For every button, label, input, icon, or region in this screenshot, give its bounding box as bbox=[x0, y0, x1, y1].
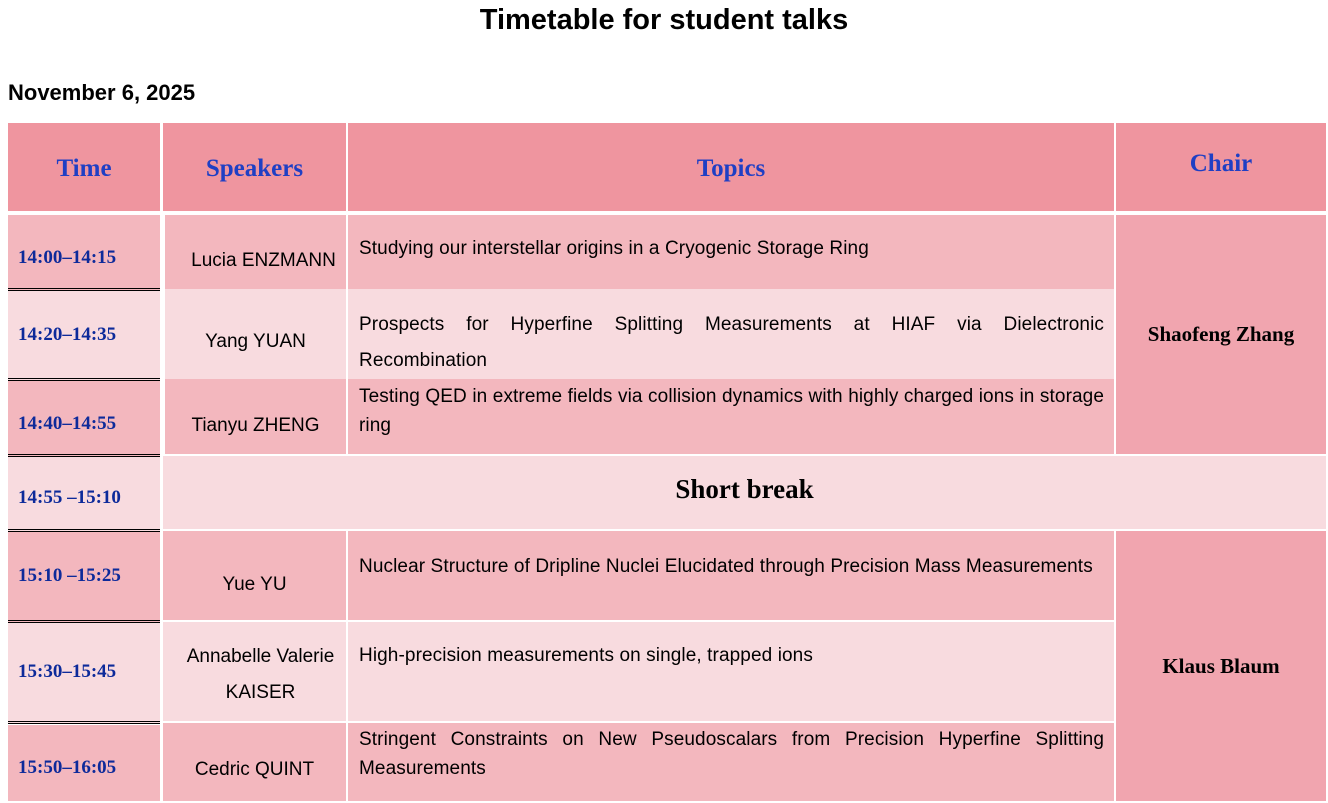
topic-cell: Studying our interstellar origins in a Cryogenic Storage Ring bbox=[348, 215, 1114, 289]
speaker-cell: Lucia ENZMANN bbox=[165, 215, 346, 289]
speaker-cell: Yue YU bbox=[163, 531, 346, 620]
session-date: November 6, 2025 bbox=[8, 80, 196, 105]
break-cell: Short break bbox=[163, 456, 1326, 529]
chair-cell: Klaus Blaum bbox=[1116, 531, 1326, 801]
page-title: Timetable for student talks bbox=[479, 4, 849, 36]
speaker-cell: Yang YUAN bbox=[165, 289, 346, 379]
time-cell: 15:30–15:45 bbox=[8, 623, 160, 724]
header-speakers: Speakers bbox=[163, 123, 346, 211]
header-time: Time bbox=[8, 123, 160, 211]
speaker-cell: Tianyu ZHENG bbox=[165, 379, 346, 454]
time-cell: 14:55 –15:10 bbox=[8, 457, 160, 532]
chair-cell: Shaofeng Zhang bbox=[1116, 215, 1326, 454]
topic-cell: Testing QED in extreme fields via collision dynamics with highly charged ions in storage ring bbox=[348, 379, 1114, 454]
time-cell: 15:10 –15:25 bbox=[8, 532, 160, 623]
time-cell: 14:20–14:35 bbox=[8, 291, 160, 381]
time-cell: 14:40–14:55 bbox=[8, 381, 160, 457]
speaker-cell: Annabelle Valerie KAISER bbox=[163, 622, 346, 721]
header-chair: Chair bbox=[1116, 123, 1326, 211]
time-cell: 14:00–14:15 bbox=[8, 215, 160, 291]
topic-cell: Nuclear Structure of Dripline Nuclei Elucidated through Precision Mass Measurements bbox=[348, 531, 1114, 620]
topic-cell: Stringent Constraints on New Pseudoscalars from Precision Hyperfine Splitting Measurements bbox=[348, 723, 1114, 801]
header-topics: Topics bbox=[348, 123, 1114, 211]
time-cell: 15:50–16:05 bbox=[8, 725, 160, 801]
topic-cell: Prospects for Hyperfine Splitting Measurements at HIAF via Dielectronic Recombination bbox=[348, 289, 1114, 379]
topic-cell: High-precision measurements on single, trapped ions bbox=[348, 622, 1114, 721]
speaker-cell: Cedric QUINT bbox=[163, 723, 346, 801]
